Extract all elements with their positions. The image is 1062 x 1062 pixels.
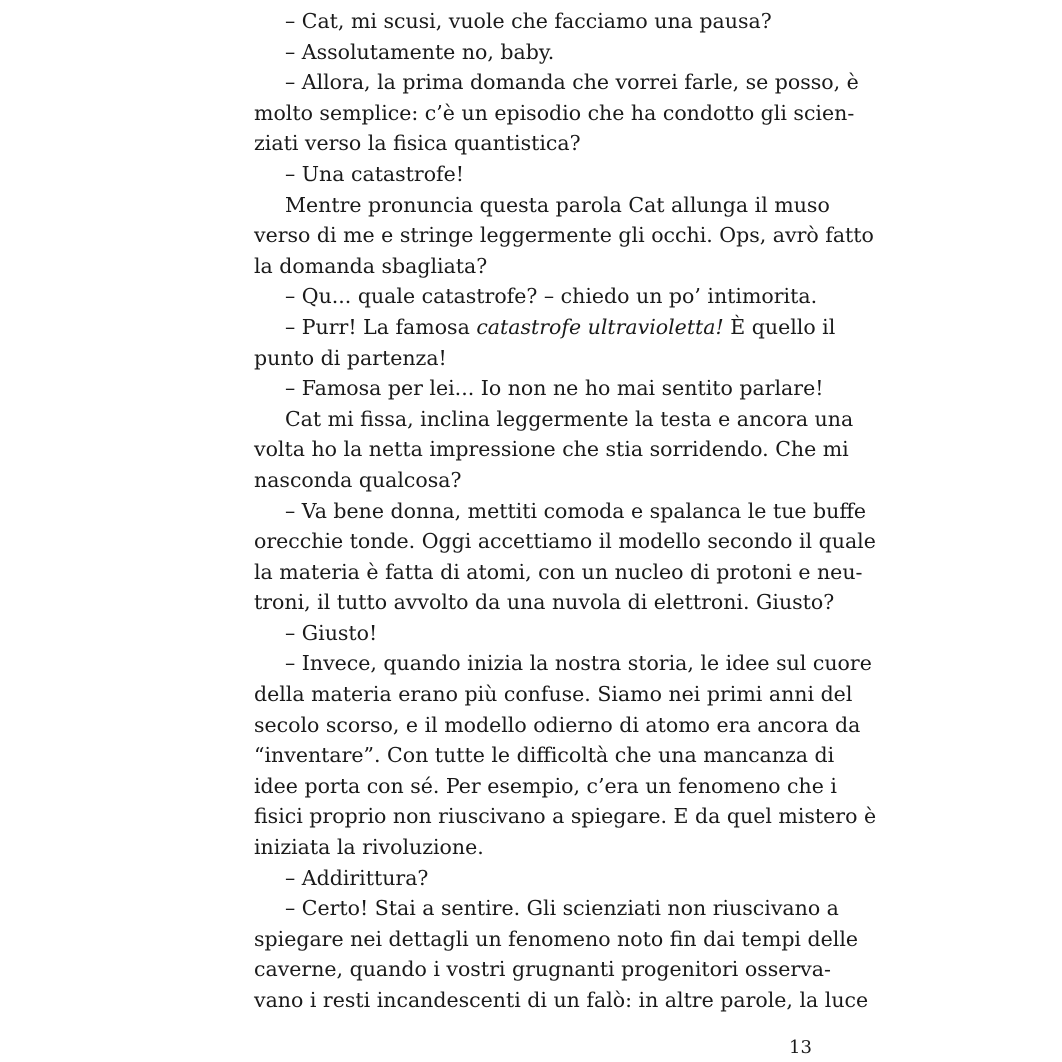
text-line: la materia è fatta di atomi, con un nucleo di protoni e neu- [254,559,863,584]
text-run: – Purr! La famosa [285,314,477,339]
text-line: vano i resti incandescenti di un falò: in altre parole, la luce [254,988,869,1012]
text-line: verso di me e stringe leggermente gli occhi. Ops, avrò fatto [254,223,874,248]
text-line: molto semplice: c’è un episodio che ha condotto gli scien- [254,100,855,125]
text-line: la domanda sbagliata? [254,253,488,278]
text-line: caverne, quando i vostri grugnanti progenitori osserva- [254,957,831,982]
italic-phrase: catastrofe ultravioletta! [476,314,724,339]
text-line: – Famosa per lei... Io non ne ho mai sentito parlare! [285,376,824,401]
text-line: orecchie tonde. Oggi accettiamo il modello secondo il quale [254,529,876,554]
text-line: iniziata la rivoluzione. [254,835,484,860]
text-line: volta ho la netta impressione che stia sorridendo. Che mi [254,437,849,462]
text-line: fisici proprio non riuscivano a spiegare. E da quel mistero è [254,804,877,829]
text-line: – Certo! Stai a sentire. Gli scienziati non riuscivano a [285,896,839,921]
text-line: della materia erano più confuse. Siamo nei primi anni del [254,682,853,707]
text-line: – Qu... quale catastrofe? – chiedo un po’ intimorita. [285,284,818,309]
text-line: – Va bene donna, mettiti comoda e spalanca le tue buffe [285,498,867,523]
text-line: spiegare nei dettagli un fenomeno noto fin dai tempi delle [254,926,859,951]
text-line: punto di partenza! [254,345,447,370]
text-line: ziati verso la fisica quantistica? [254,131,581,156]
text-line: idee porta con sé. Per esempio, c’era un fenomeno che i [254,773,837,798]
text-line: – Addirittura? [285,865,429,890]
text-line: – Giusto! [285,620,378,645]
text-line: – Assolutamente no, baby. [285,39,555,64]
text-line: – Una catastrofe! [285,161,465,186]
text-line: troni, il tutto avvolto da una nuvola di elettroni. Giusto? [254,590,835,615]
text-line: – Invece, quando inizia la nostra storia, le idee sul cuore [285,651,872,676]
text-line [254,312,836,343]
text-run: È quello il [723,314,836,339]
text-line: – Cat, mi scusi, vuole che facciamo una pausa? [285,9,772,33]
text-line: “inventare”. Con tutte le difficoltà che una mancanza di [254,743,835,768]
text-line: Cat mi fissa, inclina leggermente la testa e ancora una [285,406,854,431]
text-line: – Allora, la prima domanda che vorrei farle, se posso, è [285,70,859,95]
page-number: 13 [789,1037,812,1058]
text-line: Mentre pronuncia questa parola Cat allunga il muso [285,192,830,217]
text-line: nasconda qualcosa? [254,467,462,492]
body-text [254,6,877,1016]
text-line: secolo scorso, e il modello odierno di atomo era ancora da [254,712,861,737]
